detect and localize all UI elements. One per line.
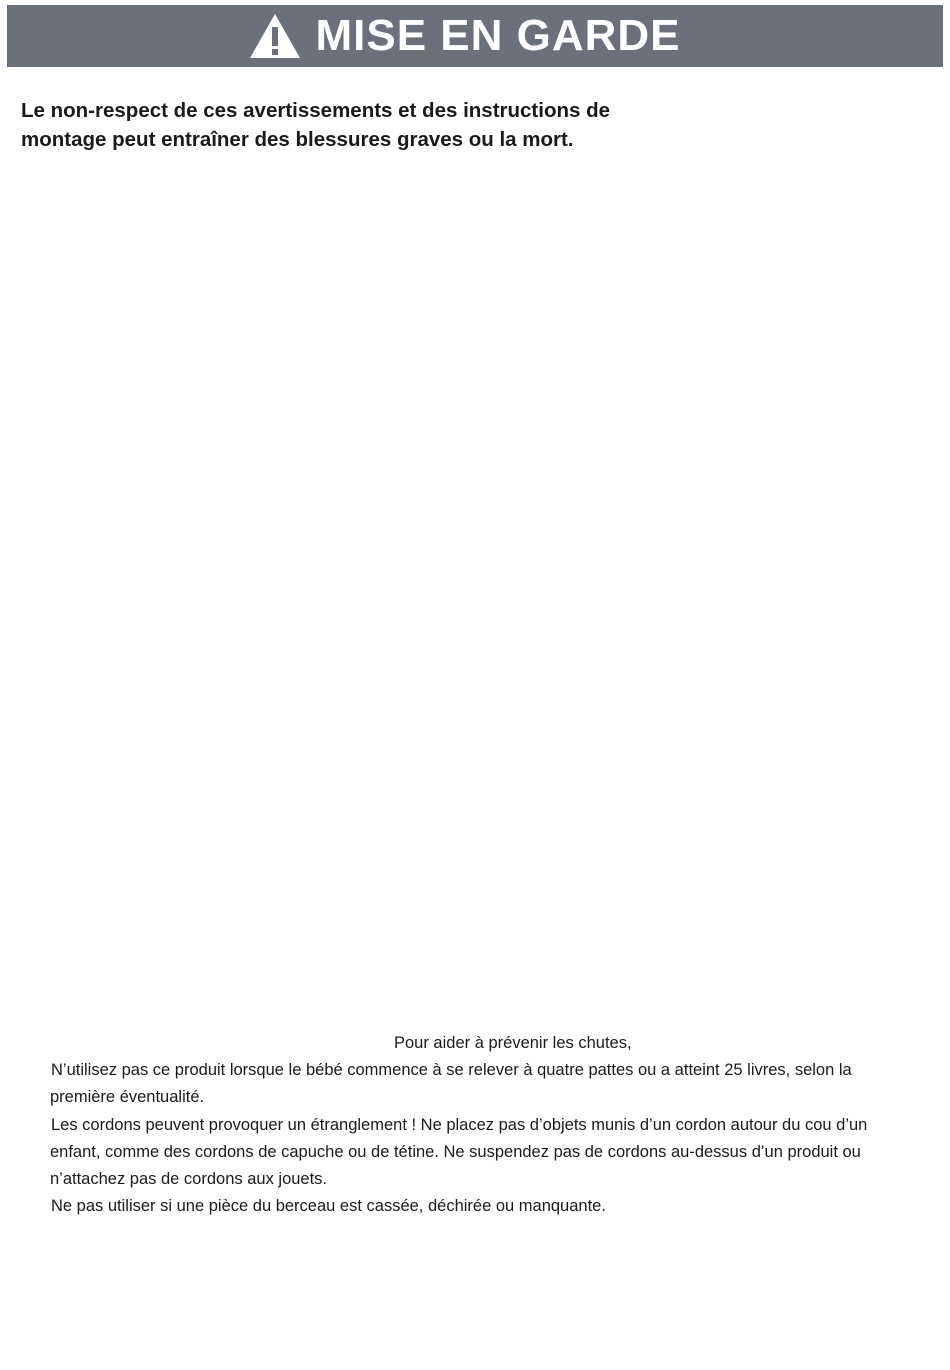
intro-warning-text: Le non-respect de ces avertissements et des instructions de montage peut entraîner des blessures graves ou la mort. [21, 99, 611, 151]
warning-banner [7, 5, 943, 67]
warning-item-cords: Les cordons peuvent provoquer un étranglement ! Ne placez pas d’objets munis d’un cordon autour du cou d’un enfant, comme des cordons de capuche ou de tétine. Ne suspendez pas de cordons au-dessus d’un produit ou n’attachez pas de cordons aux jouets. [50, 1115, 868, 1189]
warnings-section [50, 1030, 910, 1220]
warning-triangle-icon [249, 13, 301, 59]
warning-item-weight-limit: N’utilisez pas ce produit lorsque le bébé commence à se relever à quatre pattes ou a atteint 25 livres, selon la première éventualité. [50, 1061, 852, 1107]
warning-item-broken-parts: Ne pas utiliser si une pièce du berceau est cassée, déchirée ou manquante. [51, 1197, 606, 1216]
warning-title: MISE EN GARDE [315, 11, 681, 60]
falls-heading: Pour aider à prévenir les chutes, [394, 1034, 632, 1052]
warning-banner-content [249, 13, 680, 59]
